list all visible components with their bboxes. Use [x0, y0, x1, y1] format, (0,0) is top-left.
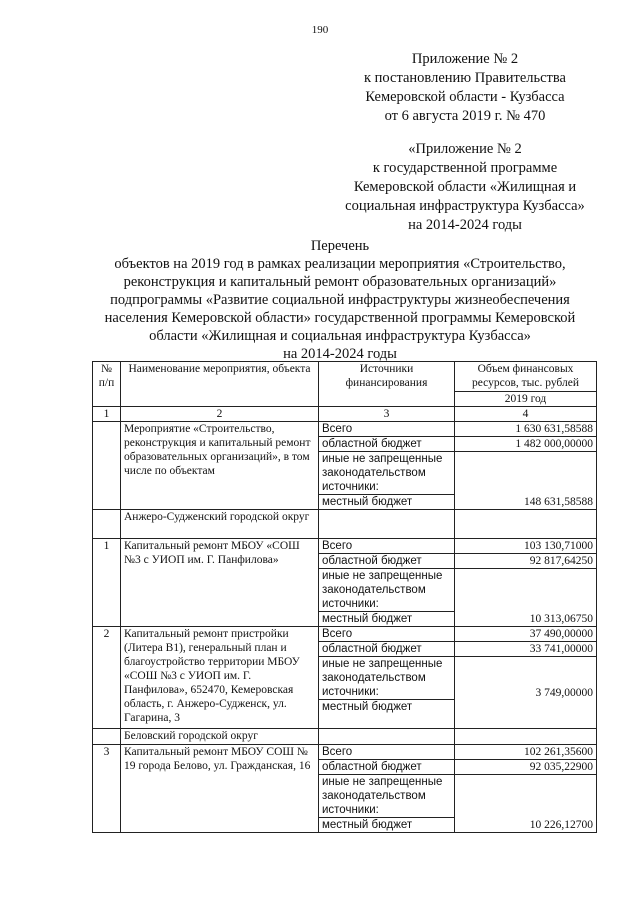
col-index: 4 — [455, 407, 597, 422]
region-name: Беловский городской округ — [121, 729, 319, 745]
title-line: населения Кемеровской области» государственной программы Кемеровской — [104, 310, 576, 326]
amount-regional: 92 035,22900 — [455, 760, 597, 775]
page-number: 190 — [311, 24, 329, 36]
source-regional: областной бюджет — [319, 642, 455, 657]
appendix-program-line: Кемеровской области «Жилищная и — [353, 179, 577, 195]
appendix-decree-line: от 6 августа 2019 г. № 470 — [384, 108, 546, 124]
document-title — [70, 237, 610, 363]
appendix-program-line: к государственной программе — [372, 160, 558, 176]
title-line: подпрограммы «Развитие социальной инфраструктуры жизнеобеспечения — [110, 292, 570, 308]
amount-total: 37 490,00000 — [455, 627, 597, 642]
row-num-main — [93, 422, 121, 510]
source-other: иные не запрещенные законодательством источники: — [319, 569, 455, 612]
source-total: Всего — [319, 745, 455, 760]
title-line: объектов на 2019 год в рамках реализации мероприятия «Строительство, — [114, 256, 566, 272]
header-volume: Объем финансовых ресурсов, тыс. рублей — [455, 362, 597, 392]
source-total: Всего — [319, 422, 455, 437]
col-index: 3 — [319, 407, 455, 422]
amount-local: 148 631,58588 — [455, 452, 597, 510]
col-index: 2 — [121, 407, 319, 422]
row-num: 3 — [93, 745, 121, 833]
amount-local: 10 226,12700 — [455, 775, 597, 833]
source-local: местный бюджет — [319, 612, 455, 627]
source-local: местный бюджет — [319, 700, 455, 729]
header-sources: Источники финансирования — [319, 362, 455, 407]
appendix-program-line: социальная инфраструктура Кузбасса» — [345, 198, 585, 214]
object-name: Капитальный ремонт МБОУ «СОШ №3 с УИОП им. Г. Панфилова» — [121, 539, 319, 627]
source-other: иные не запрещенные законодательством источники: — [319, 775, 455, 818]
appendix-decree-block — [330, 50, 600, 126]
title-line: Перечень — [310, 238, 370, 254]
source-regional: областной бюджет — [319, 760, 455, 775]
object-name: Капитальный ремонт МБОУ СОШ № 19 города Белово, ул. Гражданская, 16 — [121, 745, 319, 833]
row-num: 1 — [93, 539, 121, 627]
appendix-decree-line: к постановлению Правительства — [364, 70, 566, 86]
source-total: Всего — [319, 627, 455, 642]
appendix-program-line: на 2014-2024 годы — [408, 217, 522, 233]
title-line: области «Жилищная и социальная инфраструктура Кузбасса» — [149, 328, 531, 344]
source-local: местный бюджет — [319, 495, 455, 510]
row-num: 2 — [93, 627, 121, 729]
appendix-decree-line: Кемеровской области - Кузбасса — [365, 89, 565, 105]
amount-regional: 33 741,00000 — [455, 642, 597, 657]
header-name: Наименование мероприятия, объекта — [121, 362, 319, 407]
source-local: местный бюджет — [319, 818, 455, 833]
amount-total: 1 630 631,58588 — [455, 422, 597, 437]
appendix-program-line: «Приложение № 2 — [408, 141, 522, 157]
objects-table — [92, 361, 597, 833]
amount-local: 3 749,00000 — [455, 657, 597, 729]
object-name: Капитальный ремонт пристройки (Литера В1), генеральный план и благоустройство территории МБОУ «СОШ №3 с УИОП им. Г. Панфилова», 652470, Кемеровская область, г. Анжеро-Судженск, ул. Гагарина, 3 — [121, 627, 319, 729]
title-line: на 2014-2024 годы — [283, 346, 397, 362]
amount-total: 103 130,71000 — [455, 539, 597, 554]
source-other: иные не запрещенные законодательством источники: — [319, 657, 455, 700]
measure-name: Мероприятие «Строительство, реконструкция и капитальный ремонт образовательных организаций», в том числе по объектам — [121, 422, 319, 510]
amount-total: 102 261,35600 — [455, 745, 597, 760]
header-year: 2019 год — [455, 391, 597, 406]
amount-regional: 1 482 000,00000 — [455, 437, 597, 452]
appendix-program-block — [330, 140, 600, 235]
appendix-decree-line: Приложение № 2 — [411, 51, 519, 67]
source-regional: областной бюджет — [319, 437, 455, 452]
amount-local: 10 313,06750 — [455, 569, 597, 627]
source-total: Всего — [319, 539, 455, 554]
header-num: № п/п — [93, 362, 121, 407]
source-other: иные не запрещенные законодательством источники: — [319, 452, 455, 495]
region-name: Анжеро-Судженский городской округ — [121, 510, 319, 539]
source-regional: областной бюджет — [319, 554, 455, 569]
col-index: 1 — [93, 407, 121, 422]
title-line: реконструкция и капитальный ремонт образовательных организаций» — [123, 274, 557, 290]
amount-regional: 92 817,64250 — [455, 554, 597, 569]
